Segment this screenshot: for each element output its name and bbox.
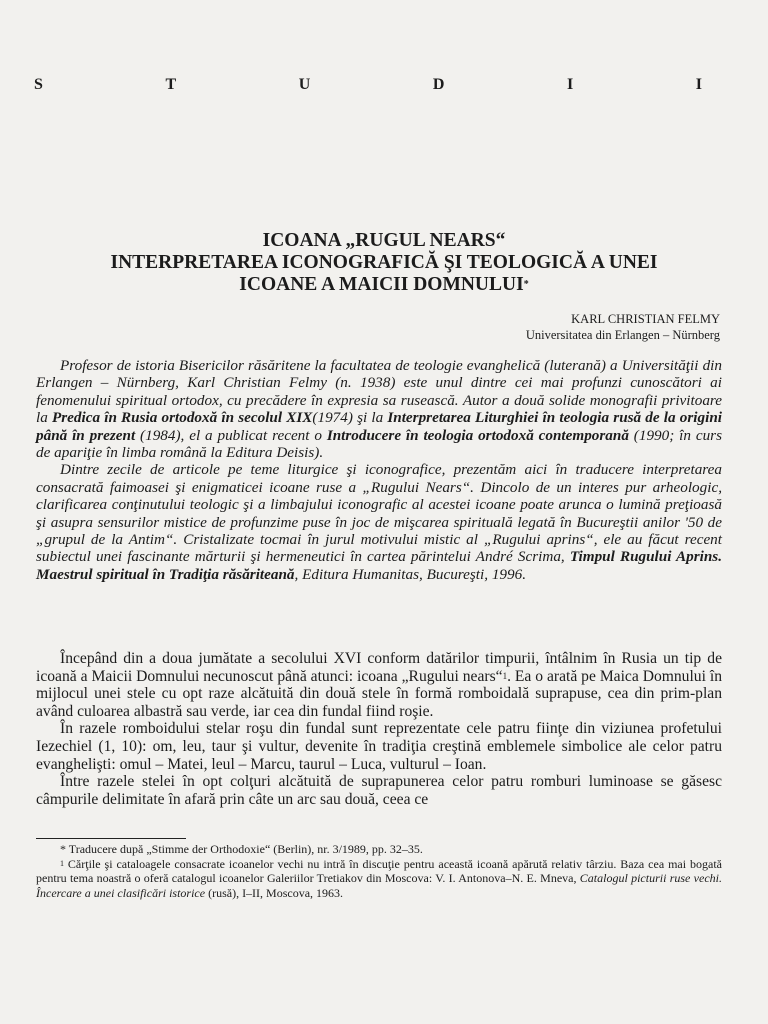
- footnotes: [36, 842, 722, 900]
- footnote: * Traducere după „Stimme der Orthodoxie“ (Berlin), nr. 3/1989, pp. 32–35.: [60, 842, 423, 856]
- book-title: Introducere în teologia ortodoxă contemporană: [326, 426, 629, 444]
- body-text: . Ea o arată pe Maica Domnului în mijlocul unei stele cu opt raze alcătuită din două stele în formă romboidală suprapuse, cea din prim-plan având culoarea albastră sau verde, iar cea din fundal fiind roşie.: [36, 667, 722, 720]
- header-letter: S: [34, 76, 43, 93]
- footnote: [36, 857, 722, 901]
- body-text: Începând din a doua jumătate a secolului XVI conform datărilor timpurii, întâlnim în Rusia un tip de icoană a Maicii Domnului necunoscut până atunci: icoana „Rugului nears“: [36, 650, 722, 685]
- header-letter: I: [566, 76, 574, 93]
- book-title: Predica în Rusia ortodoxă în secolul XIX: [51, 409, 313, 427]
- author-block: [526, 311, 720, 343]
- abstract-text: (1984), el a publicat recent o: [135, 426, 327, 444]
- abstract-text: (1974) şi la: [312, 409, 388, 427]
- title-line-2: INTERPRETAREA ICONOGRAFICĂ ŞI TEOLOGICĂ A UNEI: [110, 252, 658, 273]
- book-title: Timpul Rugului Aprins. Maestrul spiritual în Tradiţia răsăriteană: [36, 548, 722, 583]
- footnote-ref: 1: [502, 670, 508, 681]
- footnote-text: (rusă), I–II, Moscova, 1963.: [205, 885, 344, 900]
- body-paragraph: [36, 650, 722, 720]
- author-name: KARL CHRISTIAN FELMY: [571, 312, 720, 326]
- abstract-paragraph: [36, 461, 722, 583]
- title-line-3: [40, 274, 728, 296]
- article-body: [36, 650, 722, 808]
- abstract-text: Dintre zecile de articole pe teme liturgice şi iconografice, prezentăm aici în traducere interpretarea consacrată faimoasei şi enigmaticei icoane ruse a „Rugului Nears“. Dincolo de un interes pur arheologic, clarificarea conţinutului teologic şi a limbajului iconografic al acestei icoane poate arunca o lumină preţioasă şi asupra sensurilor mistice de profunzime puse în joc de mişcarea spirituală legată în Bucureştii anilor '50 de „grupul de la Antim“. Cristalizate tocmai în jurul motivului mistic al „Rugului aprins“, ele au făcut recent subiectul unei fascinante mărturii şi hermeneutici în cartea părintelui André Scrima,: [36, 461, 722, 566]
- footnote-number: 1: [60, 858, 64, 868]
- header-letter: T: [165, 76, 177, 93]
- body-paragraph: În razele romboidului stelar roşu din fundal sunt reprezentate cele patru fiinţe din viziunea profetului Iezechiel (1, 10): om, leu, taur şi vultur, devenite în tradiţia creştină emblemele simbolice ale celor patru evanghelişti: omul – Matei, leul – Marcu, taurul – Luca, vulturul – Ioan.: [36, 720, 722, 773]
- title-line-3-text: ICOANE A MAICII DOMNULUI: [239, 274, 524, 295]
- title-line-1: ICOANA „RUGUL NEARS“: [262, 230, 506, 251]
- abstract-text: Profesor de istoria Bisericilor răsăritene la facultatea de teologie evanghelică (luterană) a Universităţii din Erlangen – Nürnberg, Karl Christian Felmy (n. 1938) este unul dintre cei mai profunzi cunoscători ai fenomenului spiritual ortodox, cu precădere în expresia sa rusească. Autor a două solide monografii privitoare la: [36, 357, 722, 427]
- catalog-title: Catalogul picturii ruse vechi. Încercare a unei clasificări istorice: [36, 871, 722, 900]
- author-affiliation: Universitatea din Erlangen – Nürnberg: [525, 328, 720, 342]
- title-footnote-mark: *: [523, 279, 529, 290]
- book-title: Interpretarea Liturghiei în teologia rusă de la origini până în prezent: [36, 409, 722, 444]
- abstract: [36, 357, 722, 583]
- abstract-text: (1990; în curs de apariţie în limba română la Editura Deisis).: [36, 426, 722, 462]
- body-paragraph: Între razele stelei în opt colţuri alcătuită de suprapunerea celor patru romburi luminoase se găsesc câmpurile delimitate în afară prin câte un arc sau două, ceea ce: [36, 773, 722, 808]
- header-letter: I: [695, 76, 702, 93]
- article-title: [40, 230, 728, 296]
- header-letter: D: [432, 76, 445, 93]
- footnote-text: Cărţile şi cataloagele consacrate icoanelor vechi nu intră în discuţie pentru această icoană apărută relativ târziu. Baza cea mai bogată pentru tema noastră o oferă catalogul icoanelor Galeriilor Tretiakov din Moscova: V. I. Antonova–N. E. Mneva,: [36, 856, 722, 885]
- section-header: [34, 76, 702, 94]
- abstract-text: , Editura Humanitas, Bucureşti, 1996.: [294, 565, 526, 583]
- abstract-paragraph: [36, 357, 722, 461]
- header-letter: U: [298, 76, 311, 93]
- footnote-divider: [36, 838, 186, 839]
